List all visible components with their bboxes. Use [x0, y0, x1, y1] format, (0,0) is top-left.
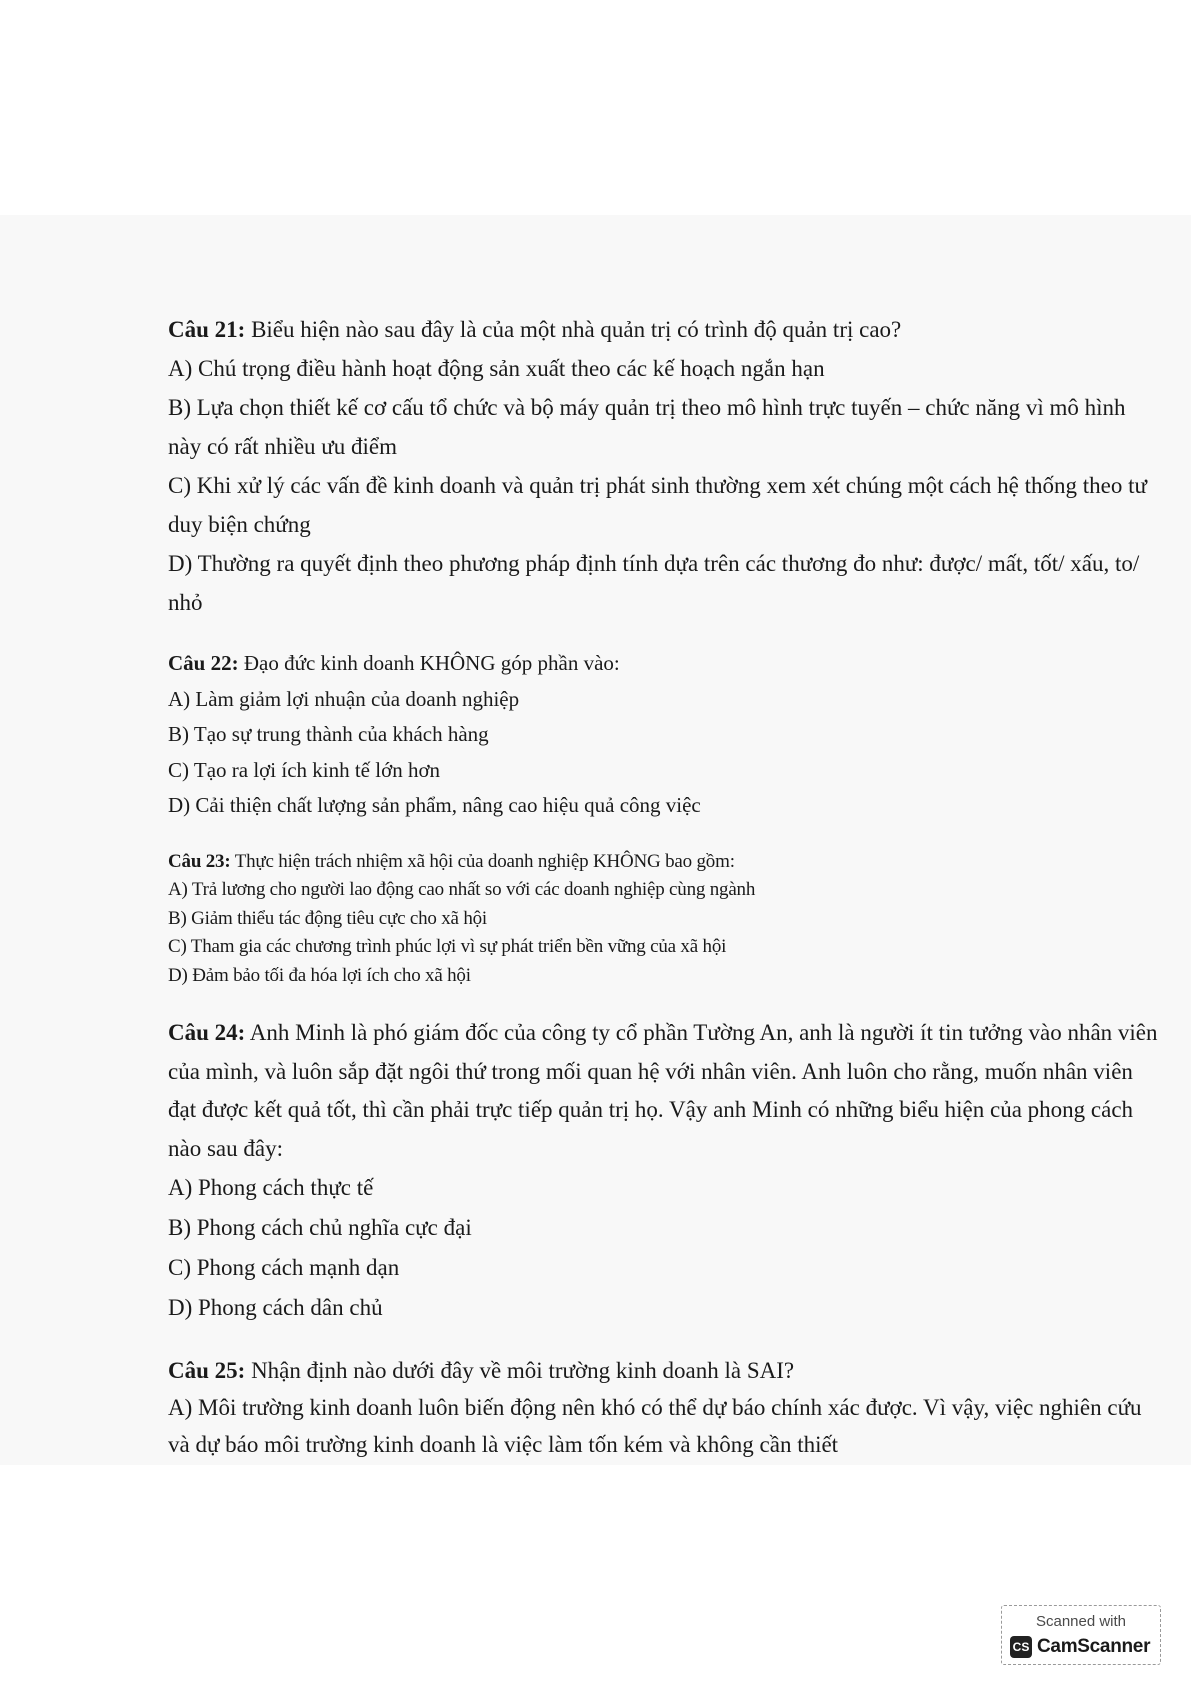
answer-option-a: A) Trả lương cho người lao động cao nhất so với các doanh nghiệp cùng ngành	[168, 879, 756, 900]
question-text: Đạo đức kinh doanh KHÔNG góp phần vào:	[243, 651, 620, 675]
answer-option-c: C) Phong cách mạnh dạn	[168, 1255, 400, 1280]
answer-option-a: A) Phong cách thực tế	[168, 1175, 374, 1200]
answer-option-d: D) Phong cách dân chủ	[168, 1295, 383, 1320]
question-24	[168, 1014, 1158, 1328]
question-text: Biểu hiện nào sau đây là của một nhà quản trị có trình độ quản trị cao?	[251, 317, 902, 342]
question-25	[168, 1352, 1158, 1463]
question-23	[168, 848, 1158, 991]
question-stem	[168, 646, 1158, 682]
question-text: Thực hiện trách nhiệm xã hội của doanh nghiệp KHÔNG bao gồm:	[234, 850, 735, 872]
answer-option-d: D) Thường ra quyết định theo phương pháp định tính dựa trên các thương đo như: được/ mất, tốt/ xấu, to/ nhỏ	[168, 551, 1140, 615]
question-label: Câu 22:	[168, 651, 239, 675]
watermark-brand-row	[1010, 1636, 1150, 1658]
watermark-caption: Scanned with	[1035, 1613, 1127, 1630]
question-label: Câu 21:	[168, 317, 246, 342]
answer-option-b: B) Giảm thiểu tác động tiêu cực cho xã hội	[168, 907, 487, 929]
camscanner-logo-icon: CS	[1010, 1636, 1032, 1658]
question-text: Anh Minh là phó giám đốc của công ty cổ phần Tường An, anh là người ít tin tưởng vào nhân viên của mình, và luôn sắp đặt ngôi thứ trong mối quan hệ với nhân viên. Anh luôn cho rằng, muốn nhân viên đạt được kết quả tốt, thì cần phải trực tiếp quản trị họ. Vậy anh Minh có những biểu hiện của phong cách nào sau đây:	[168, 1020, 1158, 1161]
question-text: Nhận định nào dưới đây về môi trường kinh doanh là SAI?	[251, 1358, 795, 1383]
answer-option-a: A) Chú trọng điều hành hoạt động sản xuất theo các kế hoạch ngắn hạn	[168, 356, 825, 381]
answer-option-d: D) Cải thiện chất lượng sản phẩm, nâng cao hiệu quả công việc	[168, 793, 701, 817]
question-stem	[168, 1352, 1158, 1389]
question-label: Câu 23:	[168, 850, 231, 872]
question-label: Câu 25:	[168, 1358, 246, 1383]
answer-option-a: A) Làm giảm lợi nhuận của doanh nghiệp	[168, 686, 520, 711]
answer-option-d: D) Đảm bảo tối đa hóa lợi ích cho xã hội	[168, 964, 471, 986]
answer-option-b: B) Tạo sự trung thành của khách hàng	[168, 722, 489, 746]
watermark-brand: CamScanner	[1037, 1636, 1151, 1657]
question-22	[168, 646, 1158, 824]
exam-page	[168, 310, 1158, 1463]
answer-option-b: B) Lựa chọn thiết kế cơ cấu tổ chức và bộ máy quản trị theo mô hình trực tuyến – chức năng vì mô hình này có rất nhiều ưu điểm	[168, 395, 1126, 459]
answer-option-c: C) Tạo ra lợi ích kinh tế lớn hơn	[168, 757, 441, 782]
answer-option-b: B) Phong cách chủ nghĩa cực đại	[168, 1215, 472, 1240]
answer-option-a: A) Môi trường kinh doanh luôn biến động nên khó có thể dự báo chính xác được. Vì vậy, việc nghiên cứu và dự báo môi trường kinh doanh là việc làm tốn kém và không cần thiết	[168, 1395, 1142, 1457]
question-stem	[168, 1014, 1158, 1168]
question-21	[168, 310, 1158, 622]
answer-option-c: C) Tham gia các chương trình phúc lợi vì sự phát triển bền vững của xã hội	[168, 936, 727, 957]
answer-option-c: C) Khi xử lý các vấn đề kinh doanh và quản trị phát sinh thường xem xét chúng một cách hệ thống theo tư duy biện chứng	[168, 473, 1147, 537]
camscanner-watermark	[1001, 1605, 1161, 1665]
question-stem	[168, 848, 1158, 877]
question-stem	[168, 310, 1158, 349]
question-label: Câu 24:	[168, 1020, 246, 1045]
